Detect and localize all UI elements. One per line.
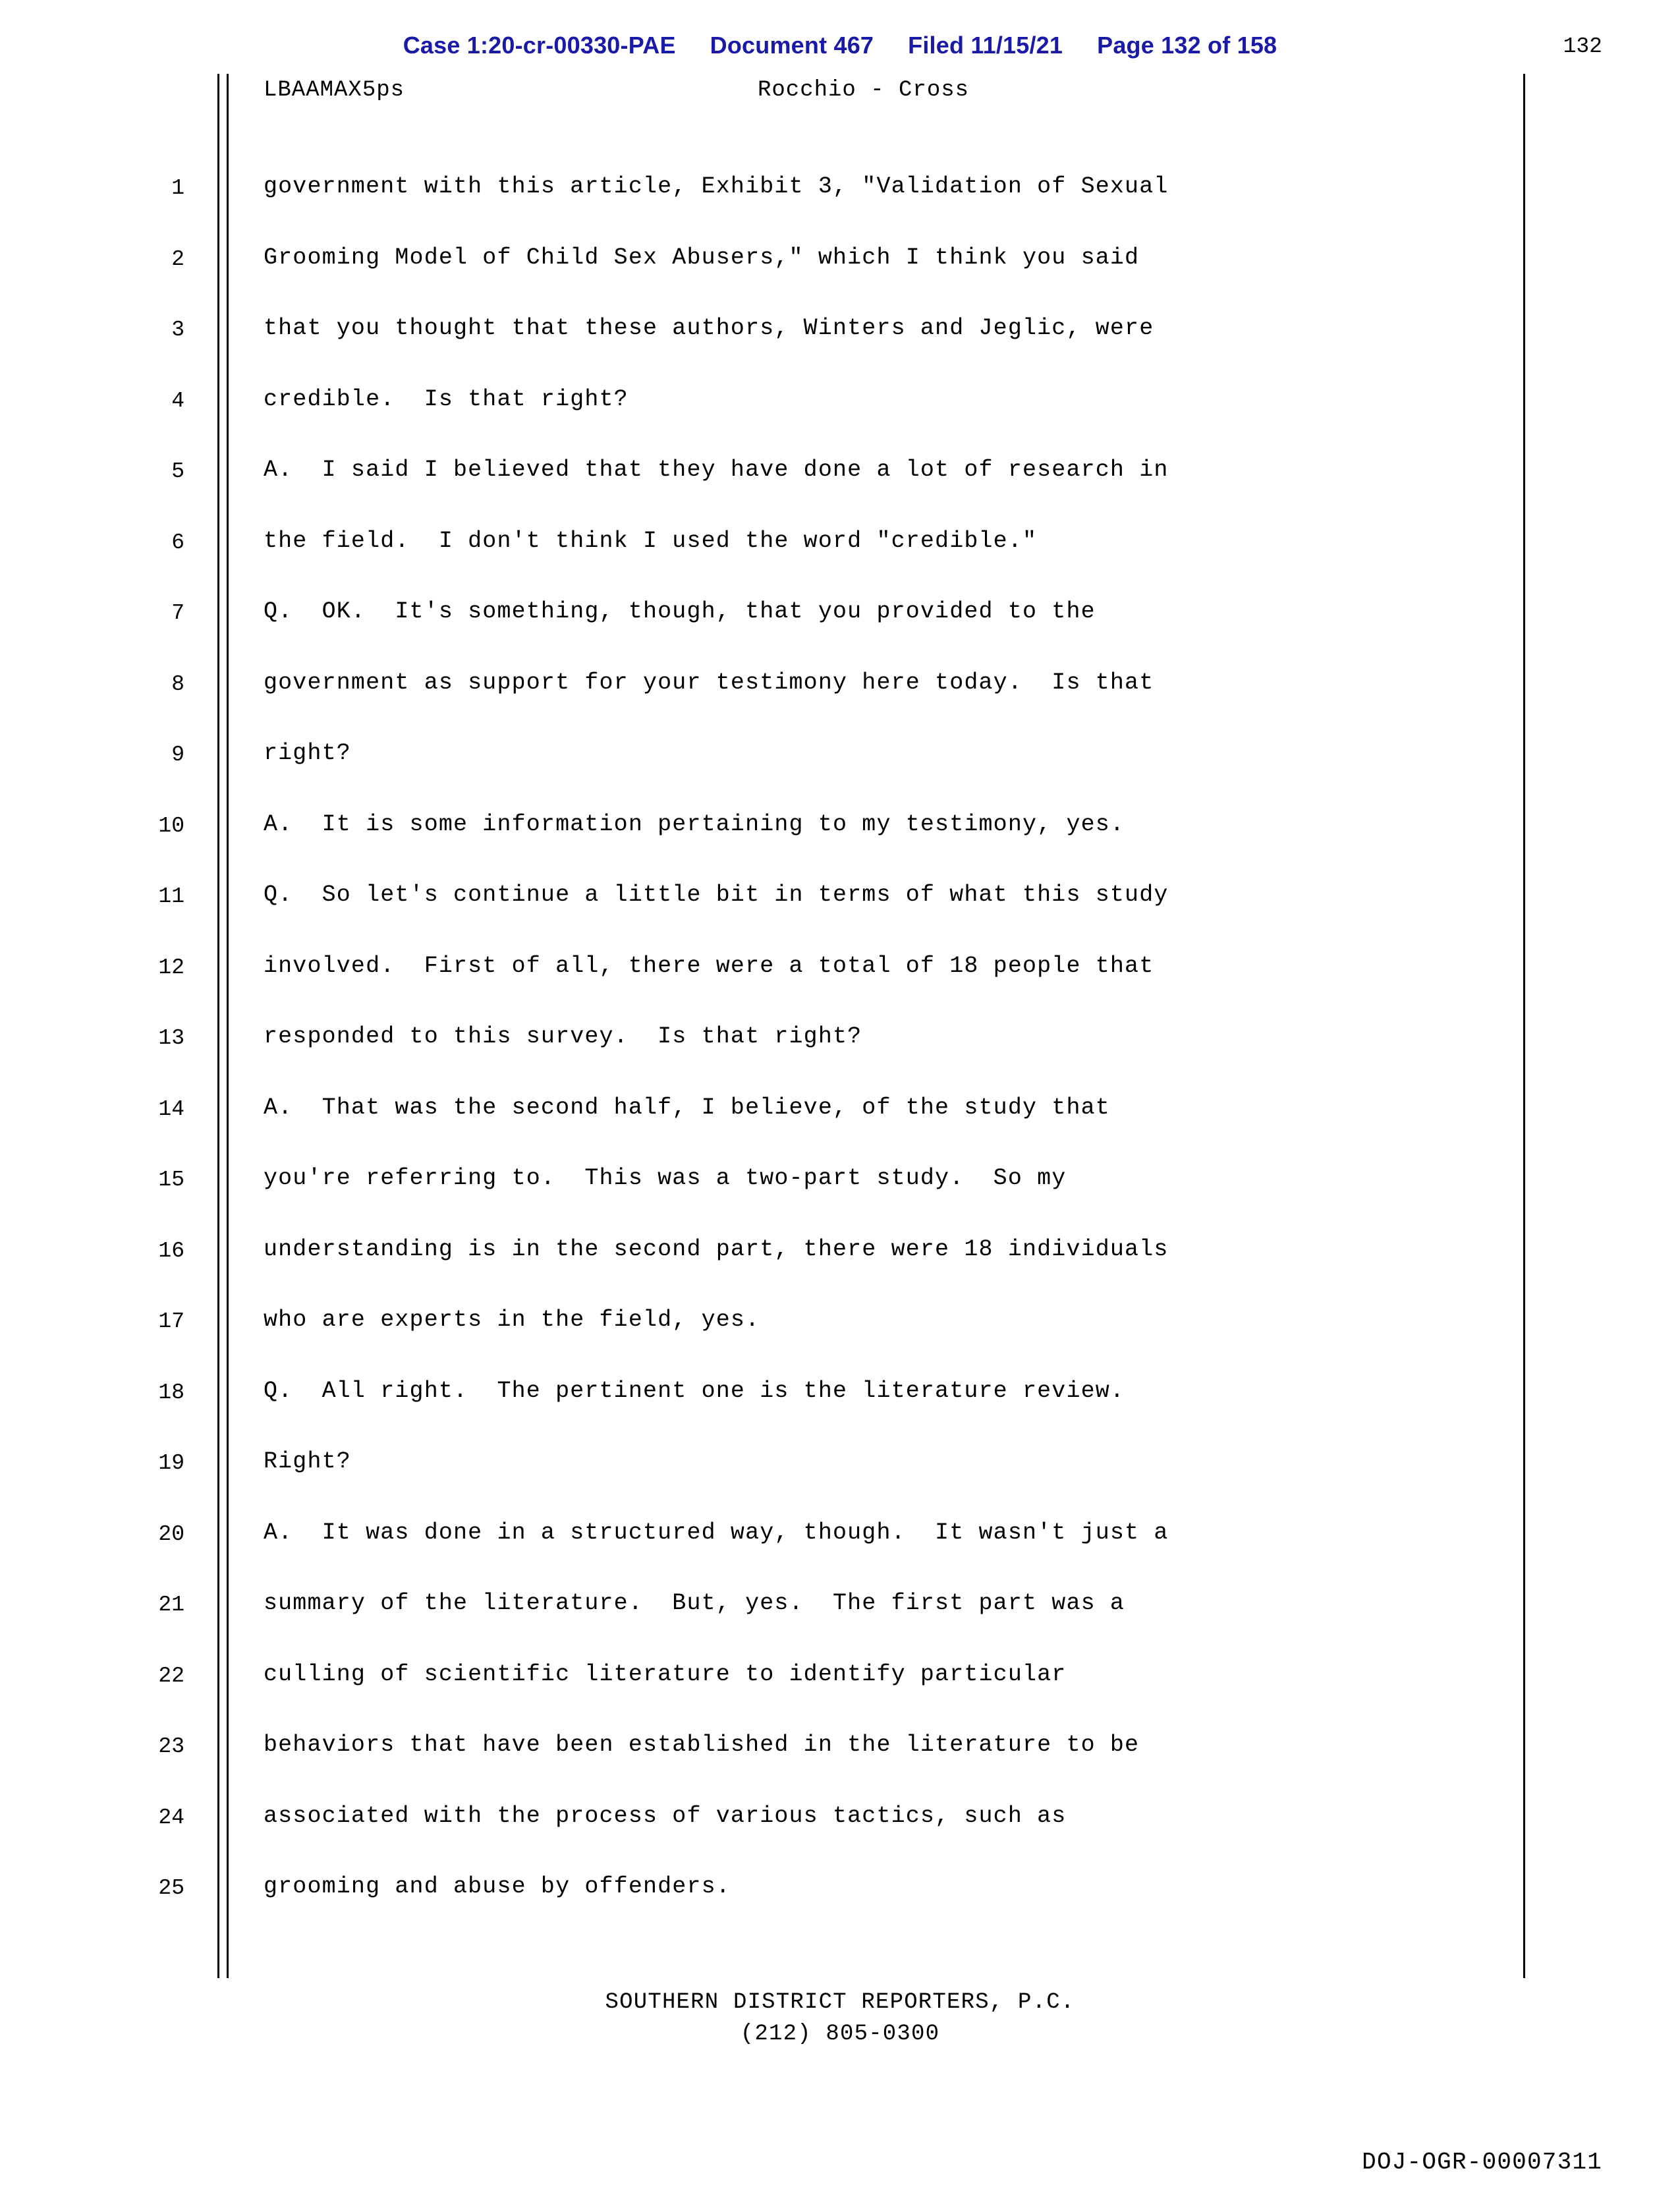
ecf-filed-date: Filed 11/15/21 (908, 32, 1063, 59)
transcript-witness-title: Rocchio - Cross (758, 78, 970, 103)
line-text: understanding is in the second part, there were 18 individuals (264, 1235, 1169, 1262)
line-number: 18 (158, 1380, 184, 1405)
line-text: who are experts in the field, yes. (264, 1307, 760, 1333)
transcript-line (0, 1508, 1680, 1579)
line-number: 20 (158, 1521, 184, 1546)
line-number: 6 (171, 530, 184, 555)
line-text: A. I said I believed that they have done a lot of research in (264, 457, 1169, 483)
line-number: 10 (158, 813, 184, 838)
ecf-case-number: Case 1:20-cr-00330-PAE (403, 32, 676, 59)
line-text: right? (264, 740, 351, 766)
line-text: that you thought that these authors, Winters and Jeglic, were (264, 315, 1154, 341)
page-number: 132 (1563, 34, 1602, 59)
transcript-line (0, 728, 1680, 799)
transcript-line (0, 799, 1680, 870)
line-number: 24 (158, 1805, 184, 1830)
line-number: 5 (171, 459, 184, 484)
line-number: 15 (158, 1168, 184, 1192)
transcript-line (0, 586, 1680, 658)
ecf-page-of: Page 132 of 158 (1097, 32, 1277, 59)
transcript-line (0, 1649, 1680, 1720)
line-text: Q. All right. The pertinent one is the literature review. (264, 1377, 1125, 1404)
transcript-lines (0, 161, 1680, 1933)
transcript-line (0, 1366, 1680, 1437)
line-number: 11 (158, 884, 184, 909)
line-number: 19 (158, 1451, 184, 1475)
transcript-line (0, 1224, 1680, 1295)
transcript-line (0, 161, 1680, 233)
transcript-line (0, 1295, 1680, 1366)
line-text: grooming and abuse by offenders. (264, 1873, 731, 1900)
transcript-line (0, 658, 1680, 729)
line-text: A. It is some information pertaining to my testimony, yes. (264, 810, 1125, 837)
line-number: 16 (158, 1238, 184, 1263)
line-number: 17 (158, 1309, 184, 1334)
line-number: 4 (171, 388, 184, 413)
line-text: A. It was done in a structured way, though. It wasn't just a (264, 1519, 1169, 1546)
line-number: 25 (158, 1876, 184, 1900)
line-text: behaviors that have been established in the literature to be (264, 1732, 1140, 1758)
line-number: 3 (171, 318, 184, 342)
line-text: culling of scientific literature to identify particular (264, 1660, 1067, 1687)
line-number: 8 (171, 671, 184, 696)
reporter-phone: (212) 805-0300 (740, 2022, 940, 2047)
transcript-line (0, 516, 1680, 587)
transcript-line (0, 1720, 1680, 1791)
line-number: 1 (171, 176, 184, 200)
line-number: 9 (171, 743, 184, 767)
transcript-line (0, 1791, 1680, 1862)
reporter-name: SOUTHERN DISTRICT REPORTERS, P.C. (605, 1990, 1075, 2015)
line-number: 21 (158, 1593, 184, 1617)
ecf-header-stamp (0, 32, 1680, 59)
line-text: summary of the literature. But, yes. The first part was a (264, 1590, 1125, 1616)
line-text: government with this article, Exhibit 3, "Validation of Sexual (264, 173, 1169, 200)
transcript-line (0, 1011, 1680, 1083)
transcript-line (0, 870, 1680, 941)
line-number: 22 (158, 1663, 184, 1688)
line-number: 23 (158, 1734, 184, 1759)
line-text: the field. I don't think I used the word "credible." (264, 527, 1038, 554)
transcript-line (0, 303, 1680, 374)
line-number: 13 (158, 1026, 184, 1050)
transcript-line (0, 941, 1680, 1012)
line-text: credible. Is that right? (264, 385, 629, 412)
line-text: responded to this survey. Is that right? (264, 1023, 862, 1050)
line-text: you're referring to. This was a two-part study. So my (264, 1165, 1067, 1191)
transcript-line (0, 1153, 1680, 1224)
transcript-line (0, 1083, 1680, 1154)
line-number: 2 (171, 246, 184, 271)
line-text: government as support for your testimony here today. Is that (264, 669, 1154, 696)
line-text: Grooming Model of Child Sex Abusers," which I think you said (264, 244, 1140, 271)
ecf-document-number: Document 467 (710, 32, 874, 59)
transcript-header (0, 78, 1680, 109)
transcript-line (0, 445, 1680, 516)
line-text: associated with the process of various tactics, such as (264, 1802, 1067, 1829)
transcript-line (0, 374, 1680, 445)
transcript-line (0, 1578, 1680, 1649)
transcript-session-code: LBAAMAX5ps (264, 78, 405, 103)
page-footer (0, 1990, 1680, 2047)
line-text: A. That was the second half, I believe, of the study that (264, 1094, 1110, 1121)
line-number: 14 (158, 1096, 184, 1121)
line-text: Q. So let's continue a little bit in terms of what this study (264, 882, 1169, 908)
line-number: 7 (171, 601, 184, 625)
line-text: involved. First of all, there were a total of 18 people that (264, 952, 1154, 979)
line-text: Right? (264, 1448, 351, 1475)
transcript-line (0, 1861, 1680, 1933)
line-text: Q. OK. It's something, though, that you provided to the (264, 598, 1096, 625)
bates-number: DOJ-OGR-00007311 (1362, 2149, 1602, 2176)
line-number: 12 (158, 955, 184, 980)
transcript-line (0, 233, 1680, 304)
transcript-line (0, 1436, 1680, 1508)
